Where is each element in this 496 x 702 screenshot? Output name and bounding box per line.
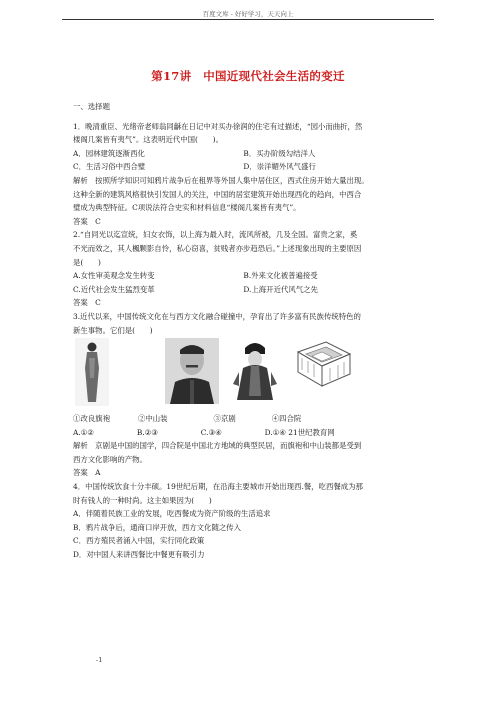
q3-caption-3: ③京剧 [213,414,236,424]
q3-option-a: A.①② [73,427,94,437]
header-rule [62,19,434,20]
q1-answer: 答案 C [73,216,101,226]
q3-caption-2: ②中山装 [137,414,168,424]
q3-caption-1: ①改良旗袍 [73,414,110,424]
q2-option-a: A.女性审美观念发生转变 [73,271,155,281]
q1-stem-cont: 楼阁几案皆有夷气”。这表明近代中国( )。 [73,135,223,145]
q4-stem: 4．中国传统饮食十分丰硕。19世纪后期，在沿海主要城市开始出现西.餐，吃西餐成为那 [73,482,363,492]
q1-explanation-cont2: 璧成为典型特征。C项说法符合史实和材料信息“楼阁几案皆有夷气”。 [73,203,301,213]
q1-option-c: C．生活习俗中西合璧 [73,162,146,172]
q2-options-row2 [73,283,428,297]
document-body [73,100,428,562]
q3-explanation-cont: 西方文化影响的产物。 [73,454,147,464]
peking-opera-image [231,338,279,400]
q4-option-a: A．伴随着民族工业的发展，吃西餐成为资产阶级的生活追求 [73,509,271,519]
q4-option-b: B．鸦片战争后，通商口岸开放，西方文化随之传入 [73,522,242,532]
q3-explanation: 解析 京剧是中国的国学，四合院是中国北方地域的典型民居，而旗袍和中山装都是受到 [73,441,362,451]
q3-captions [73,412,428,426]
q1-explanation: 解析 按照所学知识可知鸦片战争后在租界等外国人集中居住区，西式住房开始大量出现。 [73,175,369,185]
q3-caption-4: ④四合院 [271,414,302,424]
q1-option-a: A．园林建筑逐渐西化 [73,148,145,158]
q3-stem-cont: 新生事物。它们是( ) [73,325,153,335]
q2-stem-cont2: 是( ) [73,257,101,267]
q2-option-b: B.外来文化被普遍接受 [243,271,318,281]
page-title: 第17讲 中国近现代社会生活的变迁 [151,69,345,83]
q2-option-c: C.近代社会发生猛烈变革 [73,284,155,294]
q3-option-c: C.③④ [200,427,222,437]
q1-stem: 1．晚清重臣、光绪帝老师翁同龢在日记中对买办徐润的住宅有过描述，“园小而曲折，然 [73,121,363,131]
q1-option-b: B．买办阶级勾结洋人 [243,148,316,158]
q1-options-row1 [73,147,428,161]
q1-option-d: D．崇洋媚外风气盛行 [243,162,316,172]
q2-stem: 2.“自同光以迄宣统，妇女衣饰，以上海为最入时，流风所被，几及全国。富贵之家，奚 [73,230,358,240]
zhongshan-suit-image [165,338,219,404]
q1-explanation-cont: 这种全新的建筑风格很快引发国人的关注，中国的居室建筑开始出现西化的趋向，中西合 [73,189,362,199]
q2-option-d: D.上海开近代风气之先 [243,284,318,294]
page-number: -1 [96,656,103,664]
q1-options-row2 [73,160,428,174]
q4-option-c: C．西方殖民者涌入中国，实行同化政策 [73,536,205,546]
q2-answer: 答案 C [73,298,101,308]
q3-option-d: D.①④ 21世纪教育网 [264,427,335,437]
page-header: 百度文库 - 好好学习，天天向上 [202,10,294,18]
q3-pictures [73,338,428,410]
section-heading: 一、选择题 [73,102,110,111]
siheyuan-image [292,338,354,396]
qipao-image [75,338,109,406]
q3-options [73,426,428,440]
q3-stem: 3.近代以来，中国传统文化在与西方文化融合碰撞中，孕育出了许多富有民族传统特色的 [73,311,361,321]
q3-option-b: B.②③ [136,427,158,437]
q3-answer: 答案 A [73,468,101,478]
q4-option-d: D．对中国人来讲西餐比中餐更有吸引力 [73,550,205,560]
q4-stem-cont: 时有钱人的一种时尚。这主如果因为( ) [73,495,212,505]
q2-options-row1 [73,269,428,283]
q2-stem-cont: 不光而效之，其人楓颗影自怜，私心窃喜，贫贱者亦步趋恐后。”上述现象出现的主要原因 [73,243,362,253]
